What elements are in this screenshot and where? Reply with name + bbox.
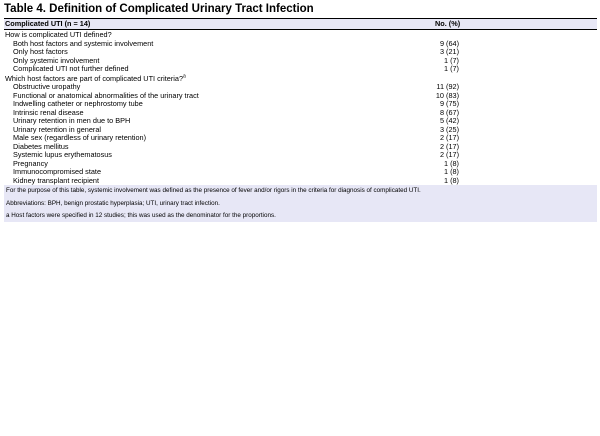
footnote-definition: For the purpose of this table, systemic involvement was defined as the presence of fever and/or rigors in the criteria for diagnosis of complicated UTI. — [6, 187, 421, 194]
table-row — [4, 100, 597, 109]
row-value: 9 (64) — [439, 38, 459, 48]
table-row — [4, 40, 597, 49]
row-value: 2 (17) — [439, 133, 459, 142]
row-label: Male sex (regardless of urinary retention) — [13, 133, 147, 142]
row-value: 1 (7) — [443, 64, 459, 73]
data-table — [4, 18, 597, 185]
row-value: 1 (7) — [443, 55, 459, 65]
section-heading-row — [4, 74, 597, 84]
table-header — [4, 19, 597, 30]
row-value: 2 (17) — [439, 141, 459, 151]
section-heading-text: How is complicated UTI defined? — [5, 30, 112, 39]
row-value: 11 (92) — [436, 82, 459, 91]
row-value: 8 (67) — [439, 107, 459, 117]
row-label: Urinary retention in men due to BPH — [13, 116, 131, 125]
row-value: 1 (8) — [443, 167, 459, 176]
table-row — [4, 177, 597, 186]
row-label: Pregnancy — [13, 158, 48, 168]
document — [4, 2, 597, 222]
footnote-abbreviations: Abbreviations: BPH, benign prostatic hyperplasia; UTI, urinary tract infection. — [6, 199, 220, 207]
table-row — [4, 151, 597, 160]
table-row — [4, 134, 597, 143]
row-value: 2 (17) — [439, 150, 459, 159]
row-label: Urinary retention in general — [13, 124, 102, 134]
section-heading-row — [4, 30, 597, 40]
row-value: 1 (8) — [443, 158, 459, 168]
row-label: Obstructive uropathy — [13, 82, 81, 91]
row-label: Indwelling catheter or nephrostomy tube — [13, 99, 143, 108]
row-value: 9 (75) — [439, 99, 459, 108]
row-label: Only host factors — [13, 47, 68, 56]
row-value: 5 (42) — [439, 116, 459, 125]
row-label: Functional or anatomical abnormalities of the urinary tract — [13, 90, 199, 100]
section-heading — [4, 30, 597, 40]
row-label: Only systemic involvement — [13, 55, 100, 65]
row-label: Kidney transplant recipient — [13, 175, 99, 185]
row-value: 3 (21) — [439, 47, 459, 56]
row-value: 3 (25) — [439, 124, 459, 134]
column-header-count: No. (%) — [434, 19, 597, 30]
table-row — [4, 65, 597, 74]
row-label: Systemic lupus erythematosus — [13, 150, 112, 159]
footnote-a: a Host factors were specified in 12 studies; this was used as the denominator for the proportions. — [6, 212, 276, 220]
table-body — [4, 30, 597, 186]
row-label: Immunocompromised state — [13, 167, 102, 176]
section-heading — [4, 74, 597, 84]
table-title: Table 4. Definition of Complicated Urinary Tract Infection — [4, 3, 314, 15]
row-value: 1 (8) — [443, 175, 459, 185]
row-value: 10 (83) — [435, 90, 459, 100]
column-header-category: Complicated UTI (n = 14) — [4, 19, 434, 30]
section-heading-text: Which host factors are part of complicated UTI criteria? — [5, 73, 184, 83]
row-label: Diabetes mellitus — [13, 141, 69, 151]
row-label: Intrinsic renal disease — [13, 107, 84, 117]
header-row — [4, 19, 597, 30]
row-label: Complicated UTI not further defined — [13, 64, 129, 73]
row-label: Both host factors and systemic involvement — [13, 38, 154, 48]
table-notes — [4, 185, 597, 222]
footnote-marker: a — [183, 73, 186, 80]
